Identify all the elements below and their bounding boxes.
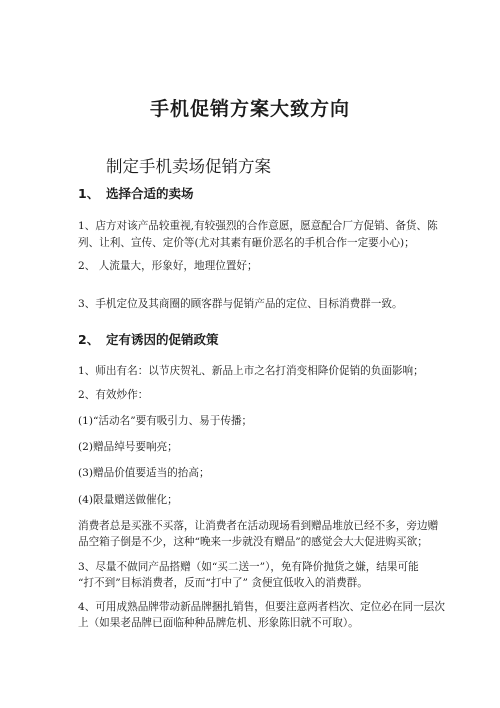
section-number: 2、 [78,332,100,347]
paragraph-line: (4)限量赠送做催化； [78,494,178,506]
section-heading-text: 定有诱因的促销政策 [106,332,219,347]
paragraph-line: (3)赠品价值要适当的抬高； [78,467,210,479]
paragraph-line: 消费者总是买涨不买落，让消费者在活动现场看到赠品堆放已经不多，旁边赠 [78,520,439,532]
paragraph-line: 2、有效炒作： [78,389,149,401]
paragraph-line: (2)赠品绰号要响亮； [78,441,178,453]
section-heading-text: 选择合适的卖场 [106,186,194,201]
paragraph-line: 3、尽量不做同产品搭赠（如“买二送一”），免有降价抛货之嫌，结果可能 [78,561,419,573]
paragraph-line: 品空箱子倒是不少，这种“晚来一步就没有赠品”的感觉会大大促进购买欲； [78,536,428,548]
paragraph-line: 列、让利、宣传、定价等(尤对其素有砸价恶名的手机合作一定要小心)； [78,237,415,249]
paragraph-line: (1)“活动名”要有吸引力、易于传播； [78,415,253,427]
section-heading-2 [78,330,219,348]
paragraph-line: 2、 人流量大，形象好，地理位置好； [78,260,258,272]
paragraph-line: 4、可用成熟品牌带动新品牌捆扎销售，但要注意两者档次、定位必在同一层次 [78,601,445,613]
document-title: 手机促销方案大致方向 [149,98,350,120]
section-number: 1、 [78,186,100,201]
document-subtitle: 制定手机卖场促销方案 [106,157,271,176]
paragraph-line: 1、师出有名：以节庆贺礼、新品上市之名打消变相降价促销的负面影响； [78,365,424,377]
paragraph-line: “打不到”目标消费者，反而“打中了” 贪便宜低收入的消费群。 [78,577,368,589]
paragraph-line: 3、手机定位及其商圈的顾客群与促销产品的定位、目标消费群一致。 [78,298,403,310]
paragraph-line: 上（如果老品牌已面临种种品牌危机、形象陈旧就不可取）。 [78,617,359,629]
section-heading-1 [78,184,194,202]
paragraph-line: 1、店方对该产品较重视,有较强烈的合作意愿，愿意配合厂方促销、备货、陈 [78,220,438,232]
